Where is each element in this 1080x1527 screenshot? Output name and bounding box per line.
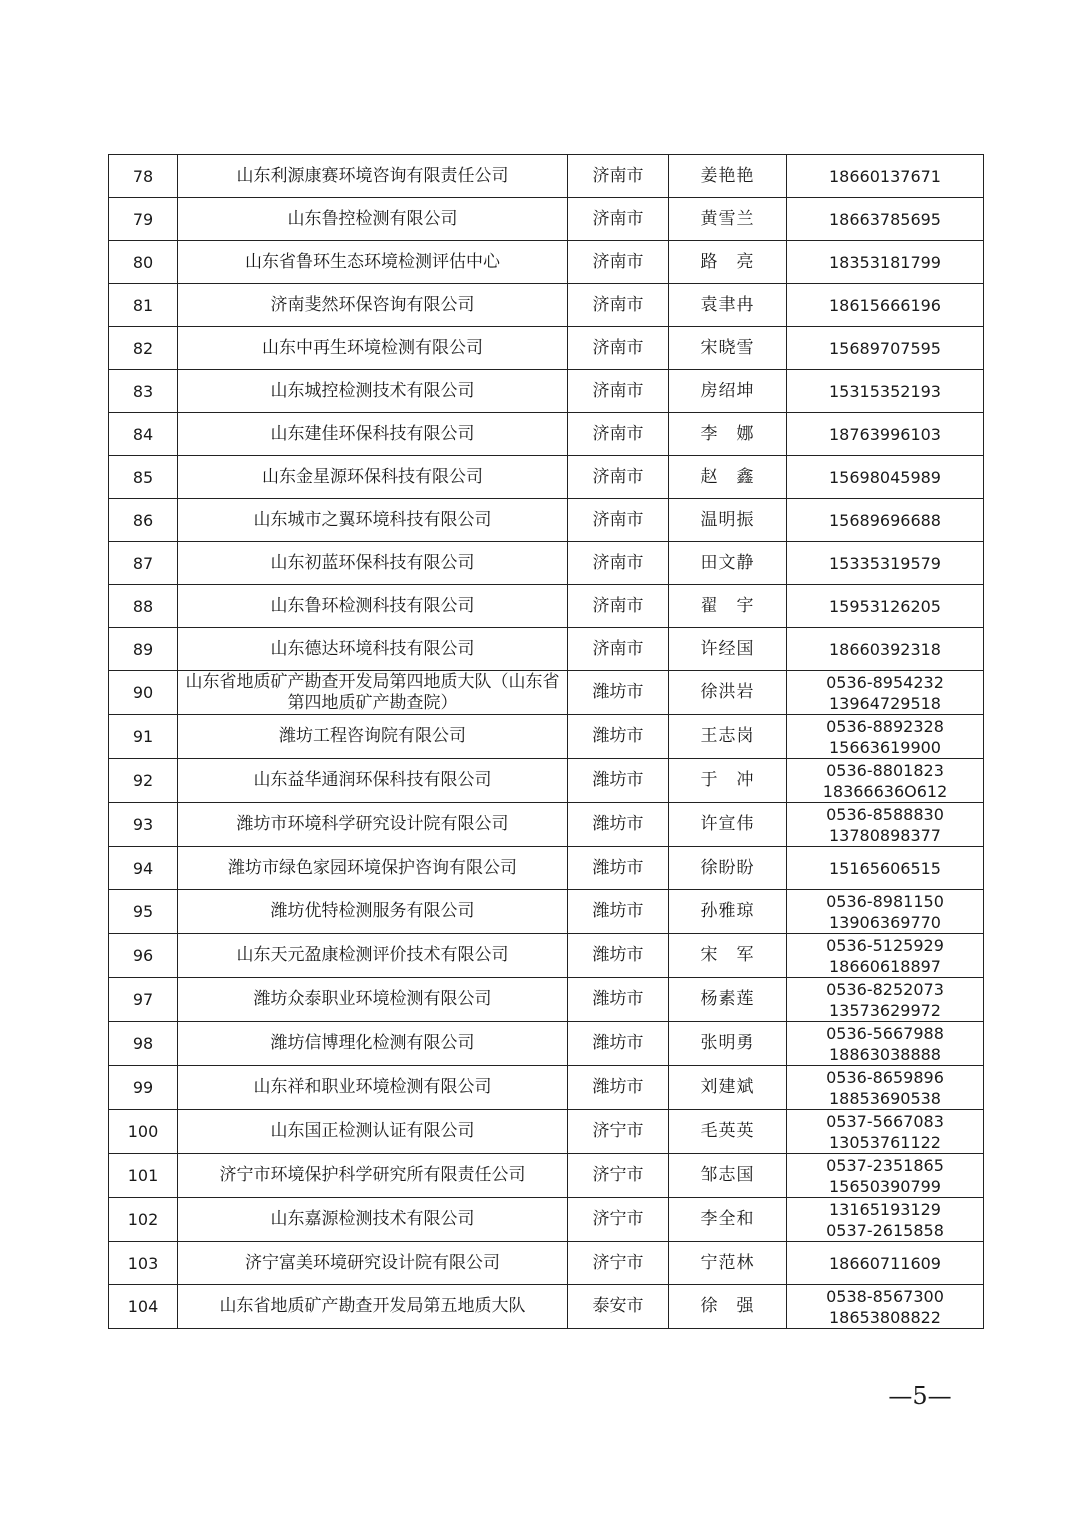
city-cell: 济南市 — [568, 542, 669, 585]
phone-cell — [787, 934, 984, 978]
phone-cell — [787, 542, 984, 585]
city-cell: 济南市 — [568, 155, 669, 198]
contact-person-cell: 许宣伟 — [669, 803, 787, 847]
company-name-cell: 潍坊市绿色家园环境保护咨询有限公司 — [178, 847, 568, 890]
city-cell: 济南市 — [568, 585, 669, 628]
contact-person-cell: 徐洪岩 — [669, 671, 787, 715]
row-number-cell: 78 — [109, 155, 178, 198]
phone-number: 0536-8892328 — [826, 716, 944, 736]
phone-number: 15698045989 — [829, 467, 941, 487]
phone-number: 15650390799 — [829, 1176, 941, 1196]
row-number-cell: 102 — [109, 1198, 178, 1242]
contact-person-cell: 宋 军 — [669, 934, 787, 978]
city-cell: 济宁市 — [568, 1154, 669, 1198]
phone-number: 0536-8252073 — [826, 979, 944, 999]
phone-cell — [787, 155, 984, 198]
city-cell: 潍坊市 — [568, 1022, 669, 1066]
company-name-cell: 山东天元盈康检测评价技术有限公司 — [178, 934, 568, 978]
phone-number: 15689696688 — [829, 510, 941, 530]
city-cell: 济南市 — [568, 327, 669, 370]
table-row — [109, 759, 984, 803]
contact-person-cell: 李全和 — [669, 1198, 787, 1242]
phone-number: 18660618897 — [829, 956, 941, 976]
row-number-cell: 100 — [109, 1110, 178, 1154]
table-row — [109, 978, 984, 1022]
contact-person-cell: 刘建斌 — [669, 1066, 787, 1110]
phone-cell — [787, 715, 984, 759]
table-row — [109, 1285, 984, 1329]
phone-number: 18366636O612 — [822, 781, 948, 801]
phone-number: 18353181799 — [829, 252, 941, 272]
company-name-cell: 潍坊众泰职业环境检测有限公司 — [178, 978, 568, 1022]
phone-cell — [787, 499, 984, 542]
phone-number: 13573629972 — [829, 1000, 941, 1020]
row-number-cell: 89 — [109, 628, 178, 671]
row-number-cell: 84 — [109, 413, 178, 456]
table-row — [109, 1154, 984, 1198]
row-number-cell: 92 — [109, 759, 178, 803]
contact-person-cell: 宋晓雪 — [669, 327, 787, 370]
table-row — [109, 934, 984, 978]
phone-cell — [787, 978, 984, 1022]
contact-person-cell: 姜艳艳 — [669, 155, 787, 198]
contact-person-cell: 宁范林 — [669, 1242, 787, 1285]
phone-number: 18853690538 — [829, 1088, 941, 1108]
contact-person-cell: 李 娜 — [669, 413, 787, 456]
company-name-cell: 山东初蓝环保科技有限公司 — [178, 542, 568, 585]
contact-person-cell: 张明勇 — [669, 1022, 787, 1066]
city-cell: 济南市 — [568, 241, 669, 284]
company-name-cell: 山东城控检测技术有限公司 — [178, 370, 568, 413]
phone-number: 15663619900 — [829, 737, 941, 757]
city-cell: 潍坊市 — [568, 759, 669, 803]
contact-person-cell: 房绍坤 — [669, 370, 787, 413]
phone-cell — [787, 241, 984, 284]
phone-cell — [787, 456, 984, 499]
table-row — [109, 628, 984, 671]
phone-cell — [787, 671, 984, 715]
contact-person-cell: 邹志国 — [669, 1154, 787, 1198]
row-number-cell: 80 — [109, 241, 178, 284]
phone-number: 13780898377 — [829, 825, 941, 845]
table-row — [109, 1066, 984, 1110]
contact-person-cell: 田文静 — [669, 542, 787, 585]
company-name-cell: 山东祥和职业环境检测有限公司 — [178, 1066, 568, 1110]
table-row — [109, 155, 984, 198]
row-number-cell: 86 — [109, 499, 178, 542]
company-name-cell: 山东鲁控检测有限公司 — [178, 198, 568, 241]
contact-person-cell: 徐 强 — [669, 1285, 787, 1329]
contact-person-cell: 王志岗 — [669, 715, 787, 759]
row-number-cell: 103 — [109, 1242, 178, 1285]
city-cell: 济南市 — [568, 198, 669, 241]
company-name-cell: 济宁市环境保护科学研究所有限责任公司 — [178, 1154, 568, 1198]
table-row — [109, 284, 984, 327]
contact-person-cell: 翟 宇 — [669, 585, 787, 628]
phone-number: 0537-2615858 — [826, 1220, 944, 1240]
city-cell: 潍坊市 — [568, 978, 669, 1022]
phone-cell — [787, 284, 984, 327]
table-row — [109, 671, 984, 715]
row-number-cell: 85 — [109, 456, 178, 499]
phone-number: 18653808822 — [829, 1307, 941, 1327]
row-number-cell: 82 — [109, 327, 178, 370]
phone-number: 0536-8801823 — [826, 760, 944, 780]
phone-number: 18660392318 — [829, 639, 941, 659]
city-cell: 潍坊市 — [568, 890, 669, 934]
company-name-cell: 济宁富美环境研究设计院有限公司 — [178, 1242, 568, 1285]
phone-number: 18660137671 — [829, 166, 941, 186]
row-number-cell: 104 — [109, 1285, 178, 1329]
city-cell: 济宁市 — [568, 1242, 669, 1285]
company-name-cell: 潍坊市环境科学研究设计院有限公司 — [178, 803, 568, 847]
page-number: —5— — [888, 1382, 952, 1410]
contact-person-cell: 徐盼盼 — [669, 847, 787, 890]
table-row — [109, 456, 984, 499]
table-row — [109, 542, 984, 585]
table-row — [109, 847, 984, 890]
row-number-cell: 91 — [109, 715, 178, 759]
company-name-cell: 济南斐然环保咨询有限公司 — [178, 284, 568, 327]
company-name-cell: 山东省鲁环生态环境检测评估中心 — [178, 241, 568, 284]
company-name-cell: 潍坊优特检测服务有限公司 — [178, 890, 568, 934]
row-number-cell: 83 — [109, 370, 178, 413]
row-number-cell: 81 — [109, 284, 178, 327]
phone-cell — [787, 1110, 984, 1154]
contact-person-cell: 毛英英 — [669, 1110, 787, 1154]
phone-number: 0538-8567300 — [826, 1286, 944, 1306]
row-number-cell: 101 — [109, 1154, 178, 1198]
phone-cell — [787, 1154, 984, 1198]
table-row — [109, 890, 984, 934]
contact-person-cell: 杨素莲 — [669, 978, 787, 1022]
company-name-cell: 山东省地质矿产勘查开发局第四地质大队（山东省第四地质矿产勘查院） — [178, 671, 568, 715]
directory-table-container — [108, 154, 983, 1329]
phone-number: 0537-2351865 — [826, 1155, 944, 1175]
company-name-cell: 山东城市之翼环境科技有限公司 — [178, 499, 568, 542]
row-number-cell: 94 — [109, 847, 178, 890]
row-number-cell: 99 — [109, 1066, 178, 1110]
row-number-cell: 79 — [109, 198, 178, 241]
phone-number: 0537-5667083 — [826, 1111, 944, 1131]
phone-number: 0536-5667988 — [826, 1023, 944, 1043]
table-body — [109, 155, 984, 1329]
city-cell: 潍坊市 — [568, 671, 669, 715]
phone-cell — [787, 890, 984, 934]
phone-cell — [787, 1066, 984, 1110]
contact-person-cell: 许经国 — [669, 628, 787, 671]
phone-number: 0536-5125929 — [826, 935, 944, 955]
company-name-cell: 潍坊工程咨询院有限公司 — [178, 715, 568, 759]
city-cell: 济南市 — [568, 456, 669, 499]
phone-number: 15953126205 — [829, 596, 941, 616]
phone-number: 18763996103 — [829, 424, 941, 444]
company-name-cell: 山东利源康赛环境咨询有限责任公司 — [178, 155, 568, 198]
company-name-cell: 山东金星源环保科技有限公司 — [178, 456, 568, 499]
contact-person-cell: 赵 鑫 — [669, 456, 787, 499]
city-cell: 潍坊市 — [568, 1066, 669, 1110]
phone-number: 15335319579 — [829, 553, 941, 573]
phone-number: 0536-8981150 — [826, 891, 944, 911]
phone-cell — [787, 198, 984, 241]
phone-number: 13964729518 — [829, 693, 941, 713]
table-row — [109, 198, 984, 241]
phone-number: 18615666196 — [829, 295, 941, 315]
phone-cell — [787, 413, 984, 456]
phone-cell — [787, 847, 984, 890]
row-number-cell: 87 — [109, 542, 178, 585]
company-name-cell: 山东鲁环检测科技有限公司 — [178, 585, 568, 628]
phone-cell — [787, 585, 984, 628]
phone-cell — [787, 1285, 984, 1329]
city-cell: 济南市 — [568, 284, 669, 327]
row-number-cell: 96 — [109, 934, 178, 978]
row-number-cell: 93 — [109, 803, 178, 847]
company-name-cell: 山东中再生环境检测有限公司 — [178, 327, 568, 370]
row-number-cell: 88 — [109, 585, 178, 628]
row-number-cell: 98 — [109, 1022, 178, 1066]
phone-number: 0536-8659896 — [826, 1067, 944, 1087]
table-row — [109, 370, 984, 413]
phone-number: 0536-8954232 — [826, 672, 944, 692]
company-name-cell: 山东益华通润环保科技有限公司 — [178, 759, 568, 803]
table-row — [109, 1022, 984, 1066]
city-cell: 济南市 — [568, 628, 669, 671]
phone-cell — [787, 1242, 984, 1285]
directory-table — [108, 154, 984, 1329]
contact-person-cell: 温明振 — [669, 499, 787, 542]
phone-number: 15689707595 — [829, 338, 941, 358]
city-cell: 潍坊市 — [568, 847, 669, 890]
contact-person-cell: 黄雪兰 — [669, 198, 787, 241]
table-row — [109, 1198, 984, 1242]
city-cell: 济南市 — [568, 413, 669, 456]
company-name-cell: 潍坊信博理化检测有限公司 — [178, 1022, 568, 1066]
company-name-cell: 山东建佳环保科技有限公司 — [178, 413, 568, 456]
phone-cell — [787, 327, 984, 370]
company-name-cell: 山东嘉源检测技术有限公司 — [178, 1198, 568, 1242]
phone-cell — [787, 1022, 984, 1066]
table-row — [109, 413, 984, 456]
city-cell: 潍坊市 — [568, 934, 669, 978]
row-number-cell: 95 — [109, 890, 178, 934]
city-cell: 泰安市 — [568, 1285, 669, 1329]
phone-cell — [787, 803, 984, 847]
table-row — [109, 585, 984, 628]
city-cell: 济宁市 — [568, 1198, 669, 1242]
row-number-cell: 90 — [109, 671, 178, 715]
phone-number: 15165606515 — [829, 858, 941, 878]
company-name-cell: 山东省地质矿产勘查开发局第五地质大队 — [178, 1285, 568, 1329]
phone-number: 15315352193 — [829, 381, 941, 401]
contact-person-cell: 于 冲 — [669, 759, 787, 803]
city-cell: 济南市 — [568, 370, 669, 413]
phone-cell — [787, 1198, 984, 1242]
city-cell: 济宁市 — [568, 1110, 669, 1154]
company-name-cell: 山东国正检测认证有限公司 — [178, 1110, 568, 1154]
row-number-cell: 97 — [109, 978, 178, 1022]
contact-person-cell: 孙雅琼 — [669, 890, 787, 934]
phone-number: 13053761122 — [829, 1132, 941, 1152]
contact-person-cell: 袁聿冉 — [669, 284, 787, 327]
table-row — [109, 241, 984, 284]
contact-person-cell: 路 亮 — [669, 241, 787, 284]
phone-number: 0536-8588830 — [826, 804, 944, 824]
phone-number: 18863038888 — [829, 1044, 941, 1064]
table-row — [109, 327, 984, 370]
phone-number: 18663785695 — [829, 209, 941, 229]
phone-cell — [787, 628, 984, 671]
table-row — [109, 1110, 984, 1154]
phone-number: 18660711609 — [829, 1253, 941, 1273]
phone-cell — [787, 759, 984, 803]
city-cell: 潍坊市 — [568, 803, 669, 847]
company-name-cell: 山东德达环境科技有限公司 — [178, 628, 568, 671]
phone-number: 13906369770 — [829, 912, 941, 932]
phone-number: 13165193129 — [829, 1199, 941, 1219]
table-row — [109, 715, 984, 759]
city-cell: 济南市 — [568, 499, 669, 542]
city-cell: 潍坊市 — [568, 715, 669, 759]
phone-cell — [787, 370, 984, 413]
table-row — [109, 803, 984, 847]
table-row — [109, 1242, 984, 1285]
table-row — [109, 499, 984, 542]
